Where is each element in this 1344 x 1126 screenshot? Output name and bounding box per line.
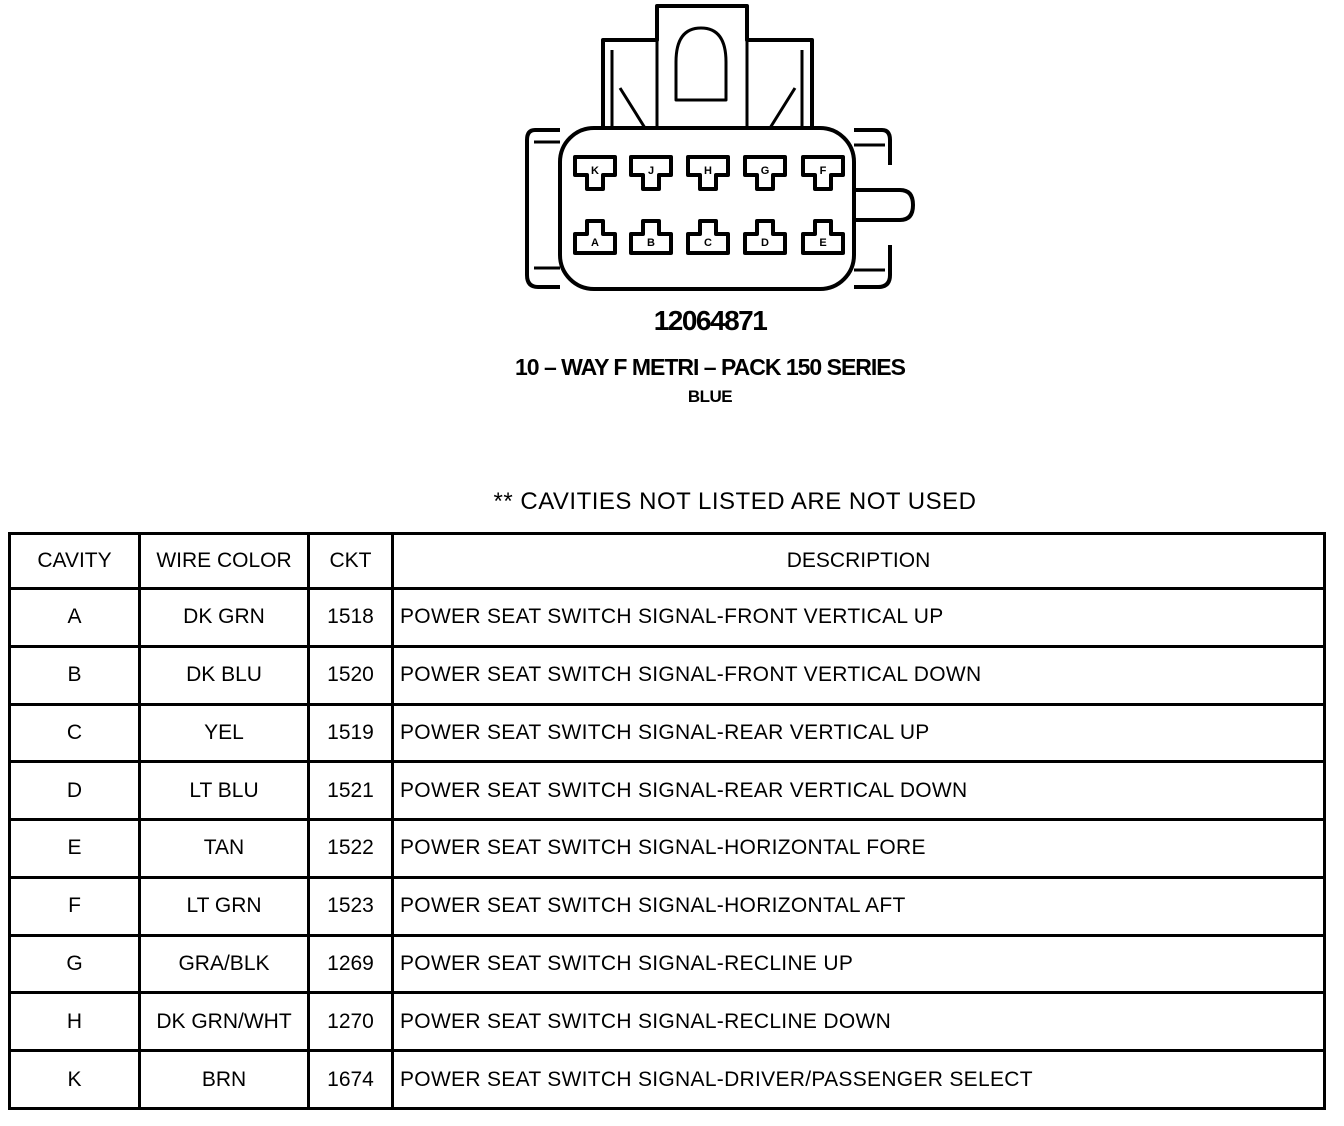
wire-color-cell: DK BLU — [140, 646, 309, 704]
wire-color-cell: LT GRN — [140, 877, 309, 935]
table-row — [10, 704, 1325, 762]
cavity-label: G — [760, 165, 770, 177]
cavity-cell: A — [10, 589, 140, 647]
header-ckt: CKT — [309, 534, 393, 589]
table-row — [10, 1051, 1325, 1109]
ckt-cell: 1523 — [309, 877, 393, 935]
cavity-terminal — [688, 221, 728, 253]
cavity-label: K — [591, 165, 599, 177]
cavity-terminal — [631, 157, 671, 189]
cavity-cell: F — [10, 877, 140, 935]
cavity-terminal — [575, 221, 615, 253]
description-cell: POWER SEAT SWITCH SIGNAL-RECLINE UP — [393, 935, 1325, 993]
ckt-cell: 1270 — [309, 993, 393, 1051]
cavity-label: J — [647, 165, 655, 177]
cavity-cell: B — [10, 646, 140, 704]
ckt-cell: 1269 — [309, 935, 393, 993]
cavity-cell: H — [10, 993, 140, 1051]
cavity-terminal — [688, 157, 728, 189]
header-description: DESCRIPTION — [393, 534, 1325, 589]
cavity-label: D — [761, 237, 769, 249]
description-cell: POWER SEAT SWITCH SIGNAL-REAR VERTICAL DOWN — [393, 762, 1325, 820]
cavity-label: A — [591, 237, 599, 249]
connector-name: 10 – WAY F METRI – PACK 150 SERIES — [515, 354, 905, 380]
cavity-label: E — [819, 237, 827, 249]
cavity-cell: K — [10, 1051, 140, 1109]
ckt-cell: 1519 — [309, 704, 393, 762]
cavity-label: B — [647, 237, 655, 249]
wire-color-cell: GRA/BLK — [140, 935, 309, 993]
connector-color: BLUE — [687, 387, 733, 406]
description-cell: POWER SEAT SWITCH SIGNAL-REAR VERTICAL UP — [393, 704, 1325, 762]
cavity-table — [8, 532, 1326, 1110]
ckt-cell: 1521 — [309, 762, 393, 820]
wire-color-cell: LT BLU — [140, 762, 309, 820]
table-row — [10, 935, 1325, 993]
cavity-terminal — [575, 157, 615, 189]
cavity-label: C — [704, 237, 712, 249]
wire-color-cell: DK GRN/WHT — [140, 993, 309, 1051]
cavity-cell: G — [10, 935, 140, 993]
cavity-cell: D — [10, 762, 140, 820]
description-cell: POWER SEAT SWITCH SIGNAL-HORIZONTAL FORE — [393, 820, 1325, 878]
table-header-row — [10, 534, 1325, 589]
top-cavity-row — [575, 157, 843, 189]
connector-face-diagram — [0, 0, 1344, 300]
table-row — [10, 993, 1325, 1051]
cavity-label: F — [819, 165, 827, 177]
cavity-cell: C — [10, 704, 140, 762]
cavity-terminal — [803, 221, 843, 253]
description-cell: POWER SEAT SWITCH SIGNAL-RECLINE DOWN — [393, 993, 1325, 1051]
ckt-cell: 1518 — [309, 589, 393, 647]
table-row — [10, 646, 1325, 704]
cavity-terminal — [631, 221, 671, 253]
cavity-label: H — [704, 165, 712, 177]
ckt-cell: 1522 — [309, 820, 393, 878]
bottom-cavity-row — [575, 221, 843, 253]
header-cavity: CAVITY — [10, 534, 140, 589]
table-row — [10, 589, 1325, 647]
table-row — [10, 762, 1325, 820]
cavity-terminal — [745, 157, 785, 189]
wire-color-cell: TAN — [140, 820, 309, 878]
connector-part-number: 12064871 — [653, 305, 767, 336]
ckt-cell: 1520 — [309, 646, 393, 704]
description-cell: POWER SEAT SWITCH SIGNAL-DRIVER/PASSENGER SELECT — [393, 1051, 1325, 1109]
wire-color-cell: BRN — [140, 1051, 309, 1109]
wire-color-cell: YEL — [140, 704, 309, 762]
description-cell: POWER SEAT SWITCH SIGNAL-HORIZONTAL AFT — [393, 877, 1325, 935]
wire-color-cell: DK GRN — [140, 589, 309, 647]
header-wire-color: WIRE COLOR — [140, 534, 309, 589]
cavity-terminal — [745, 221, 785, 253]
description-cell: POWER SEAT SWITCH SIGNAL-FRONT VERTICAL UP — [393, 589, 1325, 647]
description-cell: POWER SEAT SWITCH SIGNAL-FRONT VERTICAL DOWN — [393, 646, 1325, 704]
cavity-terminal — [803, 157, 843, 189]
table-note: ** CAVITIES NOT LISTED ARE NOT USED — [493, 488, 977, 515]
cavity-cell: E — [10, 820, 140, 878]
ckt-cell: 1674 — [309, 1051, 393, 1109]
table-row — [10, 877, 1325, 935]
table-row — [10, 820, 1325, 878]
table-body — [10, 589, 1325, 1109]
